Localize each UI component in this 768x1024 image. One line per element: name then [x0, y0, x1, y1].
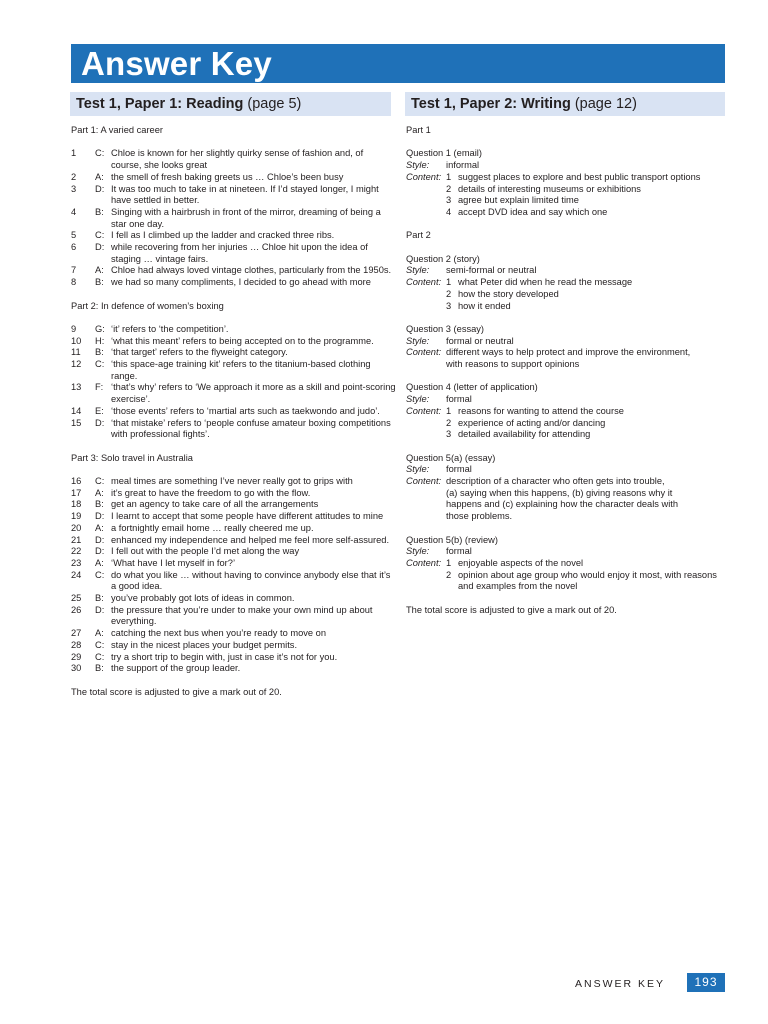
style-label: Style: [406, 335, 430, 346]
style-value: formal [446, 394, 472, 405]
content-label: Content: [406, 557, 442, 568]
content-point [406, 207, 726, 219]
question-title: Question 1 (email) [406, 148, 482, 159]
writing-answers-column [406, 125, 726, 616]
answer-letter: H: [95, 335, 105, 346]
content-label: Content: [406, 347, 442, 358]
content-label [406, 184, 446, 196]
question-block [406, 453, 726, 523]
style-row [406, 160, 726, 172]
answer-explanation: ‘those events’ refers to ‘martial arts such as taekwondo and judo’. [111, 405, 380, 416]
answer-letter: F: [95, 382, 104, 393]
total-score-note: The total score is adjusted to give a mark out of 20. [406, 604, 617, 615]
answer-letter: C: [95, 359, 105, 370]
section-header-writing [405, 92, 725, 116]
answer-explanation: enhanced my independence and helped me feel more self-assured. [111, 534, 390, 545]
answer-row [71, 546, 396, 558]
content-label: Content: [406, 476, 442, 486]
content-point-item [446, 418, 726, 430]
answer-letter: B: [95, 277, 104, 288]
content-label [406, 359, 446, 371]
content-line [406, 359, 726, 371]
answer-letter: B: [95, 663, 104, 674]
question-number: 24 [71, 569, 82, 580]
answer-explanation: Chloe had always loved vintage clothes, particularly from the 1950s. [111, 265, 392, 276]
section-header-reading [70, 92, 391, 116]
question-number: 7 [71, 265, 77, 276]
page-header [71, 44, 725, 83]
answer-letter: A: [95, 487, 104, 498]
style-label: Style: [406, 160, 430, 171]
content-label [406, 289, 446, 301]
answer-explanation: I fell as I climbed up the ladder and cracked three ribs. [111, 230, 335, 241]
content-point-item [446, 172, 726, 184]
style-row [406, 336, 726, 348]
content-text: different ways to help protect and improve the environment, [446, 347, 691, 358]
content-point-item [446, 301, 726, 313]
content-label [406, 570, 446, 593]
point-number: 2 [446, 417, 452, 428]
answer-letter: C: [95, 639, 105, 650]
part-title: Part 2: In defence of women’s boxing [71, 300, 224, 311]
part-title: Part 1: A varied career [71, 125, 163, 135]
question-number: 23 [71, 557, 82, 568]
content-point-item [446, 429, 726, 441]
answer-row [71, 558, 396, 570]
question-number: 27 [71, 628, 82, 639]
point-text: detailed availability for attending [458, 429, 591, 440]
answer-row [71, 488, 396, 500]
question-number: 22 [71, 546, 82, 557]
answer-letter: A: [95, 628, 104, 639]
answer-row [71, 242, 396, 265]
style-value: formal [446, 464, 472, 475]
point-number: 1 [446, 557, 452, 568]
content-label: Content: [406, 171, 442, 182]
answer-row [71, 406, 396, 418]
question-number: 4 [71, 206, 77, 217]
content-point-item [446, 195, 726, 207]
answer-row [71, 499, 396, 511]
question-number: 26 [71, 604, 82, 615]
answer-letter: B: [95, 206, 104, 217]
content-label [406, 488, 446, 500]
answer-explanation: ‘that mistake’ refers to ‘people confuse amateur boxing competitions with professional fights’. [111, 417, 391, 440]
style-value: formal [446, 546, 472, 557]
question-number: 9 [71, 323, 77, 334]
content-point [406, 195, 726, 207]
question-number: 5 [71, 230, 77, 241]
style-row [406, 546, 726, 558]
answer-explanation: while recovering from her injuries … Chloe hit upon the idea of staging … vintage fairs. [111, 242, 368, 264]
question-number: 17 [71, 487, 82, 498]
content-point-item [446, 207, 726, 219]
answer-explanation: ‘that target’ refers to the flyweight category. [111, 347, 288, 358]
style-value: semi-formal or neutral [446, 265, 537, 276]
question-block [406, 535, 726, 594]
style-label: Style: [406, 546, 430, 557]
answer-row [71, 535, 396, 547]
point-text: suggest places to explore and best public transport options [458, 171, 701, 182]
answer-letter: C: [95, 569, 105, 580]
question-number: 30 [71, 663, 82, 674]
answer-row [71, 523, 396, 535]
answer-row [71, 663, 396, 675]
point-number: 3 [446, 429, 452, 440]
answer-explanation: the smell of fresh baking greets us … Chloe’s been busy [111, 171, 344, 182]
style-label: Style: [406, 464, 430, 475]
answer-row [71, 418, 396, 441]
style-label: Style: [406, 265, 430, 276]
answer-letter: A: [95, 265, 104, 276]
question-number: 21 [71, 534, 82, 545]
question-block [406, 382, 726, 441]
style-row [406, 464, 726, 476]
content-label [406, 301, 446, 313]
question-number: 16 [71, 476, 82, 487]
reading-answers-column [71, 125, 396, 698]
content-point [406, 172, 726, 184]
answer-letter: A: [95, 557, 104, 568]
style-value: formal or neutral [446, 335, 514, 346]
point-number: 2 [446, 569, 452, 580]
point-number: 3 [446, 195, 452, 206]
answer-row [71, 640, 396, 652]
content-text: (a) saying when this happens, (b) giving reasons why it [446, 487, 673, 498]
answer-letter: C: [95, 651, 105, 662]
question-number: 28 [71, 639, 82, 650]
answer-letter: B: [95, 347, 104, 358]
question-title: Question 3 (essay) [406, 323, 485, 334]
answer-explanation: we had so many compliments, I decided to go ahead with more [111, 277, 371, 288]
answer-explanation: Chloe is known for her slightly quirky sense of fashion and, of course, she looks great [111, 148, 364, 171]
content-text: description of a character who often gets into trouble, [446, 476, 665, 486]
question-number: 1 [71, 148, 77, 159]
content-text: happens and (c) explaining how the character deals with [446, 499, 679, 510]
answer-letter: E: [95, 405, 104, 416]
answer-explanation: ‘this space-age training kit’ refers to the titanium-based clothing range. [111, 359, 371, 381]
content-point [406, 570, 726, 593]
answer-letter: D: [95, 604, 105, 615]
answer-explanation: try a short trip to begin with, just in case it’s not for you. [111, 651, 338, 662]
content-point [406, 289, 726, 301]
content-point [406, 301, 726, 313]
answer-row [71, 184, 396, 207]
point-text: what Peter did when he read the message [458, 277, 633, 288]
answer-letter: B: [95, 499, 104, 510]
question-number: 3 [71, 183, 77, 194]
style-label: Style: [406, 394, 430, 405]
answer-letter: D: [95, 417, 105, 428]
content-label [406, 499, 446, 511]
section-title: Test 1, Paper 2: Writing [411, 96, 571, 112]
question-block [406, 254, 726, 313]
answer-row [71, 359, 396, 382]
content-point [406, 406, 726, 418]
question-title: Question 4 (letter of application) [406, 382, 538, 393]
answer-explanation: the pressure that you’re under to make your own mind up about everything. [111, 604, 373, 627]
answer-letter: D: [95, 183, 105, 194]
point-number: 2 [446, 183, 452, 194]
point-text: how the story developed [458, 288, 559, 299]
answer-list [71, 148, 396, 288]
content-point-item [446, 406, 726, 418]
answer-letter: D: [95, 242, 105, 253]
answer-letter: D: [95, 534, 105, 545]
content-label [406, 418, 446, 430]
content-label [406, 195, 446, 207]
style-row [406, 265, 726, 277]
answer-explanation: stay in the nicest places your budget permits. [111, 639, 298, 650]
content-point-item [446, 277, 726, 289]
content-point-item [446, 289, 726, 301]
question-number: 8 [71, 277, 77, 288]
point-number: 1 [446, 405, 452, 416]
content-point [406, 277, 726, 289]
answer-explanation: it’s great to have the freedom to go with the flow. [111, 487, 311, 498]
answer-row [71, 382, 396, 405]
answer-row [71, 605, 396, 628]
content-point [406, 184, 726, 196]
content-point-item [446, 184, 726, 196]
point-number: 1 [446, 171, 452, 182]
content-label: Content: [406, 405, 442, 416]
answer-row [71, 476, 396, 488]
question-number: 25 [71, 593, 82, 604]
answer-explanation: ‘what this meant’ refers to being accepted on to the programme. [111, 335, 374, 346]
answer-explanation: It was too much to take in at nineteen. If I’d stayed longer, I might have settled in better. [111, 183, 379, 206]
point-text: reasons for wanting to attend the course [458, 405, 624, 416]
answer-explanation: ‘that’s why’ refers to ‘We approach it more as a skill and point-scoring exercise’. [111, 382, 396, 405]
content-line [406, 347, 726, 359]
answer-row [71, 265, 396, 277]
part-title: Part 3: Solo travel in Australia [71, 452, 193, 463]
point-text: opinion about age group who would enjoy it most, with reasons and examples from the novel [458, 569, 717, 592]
question-block [406, 324, 726, 371]
answer-explanation: the support of the group leader. [111, 663, 241, 674]
answer-explanation: meal times are something I’ve never really got to grips with [111, 476, 353, 487]
answer-row [71, 230, 396, 242]
content-point [406, 558, 726, 570]
question-number: 12 [71, 359, 82, 370]
page-number: 193 [687, 973, 725, 992]
answer-explanation: get an agency to take care of all the arrangements [111, 499, 319, 510]
question-number: 13 [71, 382, 82, 393]
answer-row [71, 324, 396, 336]
question-number: 2 [71, 171, 77, 182]
answer-explanation: I fell out with the people I’d met along the way [111, 546, 300, 557]
question-number: 14 [71, 405, 82, 416]
content-text: those problems. [446, 511, 513, 522]
answer-letter: A: [95, 522, 104, 533]
answer-letter: D: [95, 511, 105, 522]
question-number: 29 [71, 651, 82, 662]
question-block [406, 148, 726, 218]
answer-explanation: ‘it’ refers to ‘the competition’. [111, 323, 229, 334]
question-number: 20 [71, 522, 82, 533]
content-point-item [446, 558, 726, 570]
answer-explanation: ‘What have I let myself in for?’ [111, 557, 236, 568]
question-number: 19 [71, 511, 82, 522]
question-number: 11 [71, 347, 81, 358]
content-point [406, 418, 726, 430]
answer-explanation: I learnt to accept that some people have different attitudes to mine [111, 511, 384, 522]
answer-letter: D: [95, 546, 105, 557]
answer-row [71, 172, 396, 184]
answer-row [71, 148, 396, 171]
footer-label: ANSWER KEY [575, 978, 666, 990]
content-line [406, 476, 726, 488]
content-line [406, 511, 726, 523]
content-text: with reasons to support opinions [446, 359, 580, 369]
answer-letter: A: [95, 171, 104, 182]
answer-row [71, 336, 396, 348]
answer-row [71, 207, 396, 230]
section-page-ref: (page 12) [570, 96, 637, 112]
question-number: 10 [71, 335, 82, 346]
section-title: Test 1, Paper 1: Reading [76, 96, 244, 112]
answer-letter: C: [95, 476, 105, 487]
content-label [406, 511, 446, 523]
point-text: how it ended [458, 300, 511, 311]
content-line [406, 488, 726, 500]
answer-row [71, 511, 396, 523]
question-number: 18 [71, 499, 82, 510]
point-text: agree but explain limited time [458, 195, 579, 206]
question-number: 15 [71, 417, 82, 428]
question-title: Question 5(b) (review) [406, 534, 498, 545]
total-score-note: The total score is adjusted to give a mark out of 20. [71, 686, 282, 697]
point-text: details of interesting museums or exhibitions [458, 183, 641, 194]
content-label: Content: [406, 277, 442, 288]
point-text: accept DVD idea and say which one [458, 206, 608, 217]
answer-row [71, 347, 396, 359]
point-text: experience of acting and/or dancing [458, 417, 606, 428]
question-title: Question 5(a) (essay) [406, 452, 496, 463]
answer-explanation: Singing with a hairbrush in front of the mirror, dreaming of being a star one day. [111, 206, 381, 229]
answer-letter: G: [95, 323, 105, 334]
answer-explanation: catching the next bus when you’re ready to move on [111, 628, 326, 639]
content-label [406, 207, 446, 219]
style-value: informal [446, 160, 480, 171]
question-number: 6 [71, 242, 77, 253]
content-point-item [446, 570, 726, 593]
answer-list [71, 476, 396, 675]
part-label: Part 1 [406, 125, 431, 135]
point-number: 2 [446, 288, 452, 299]
section-page-ref: (page 5) [243, 96, 302, 112]
answer-row [71, 593, 396, 605]
point-number: 3 [446, 300, 452, 311]
point-number: 1 [446, 277, 452, 288]
page-title: Answer Key [81, 45, 272, 82]
answer-explanation: do what you like … without having to convince anybody else that it’s a good idea. [111, 569, 391, 592]
answer-letter: C: [95, 148, 105, 159]
part-label: Part 2 [406, 230, 431, 241]
answer-explanation: a fortnightly email home … really cheered me up. [111, 522, 314, 533]
answer-row [71, 652, 396, 664]
style-row [406, 394, 726, 406]
answer-list [71, 324, 396, 441]
content-point [406, 429, 726, 441]
content-line [406, 499, 726, 511]
point-number: 4 [446, 206, 452, 217]
answer-letter: B: [95, 593, 104, 604]
point-text: enjoyable aspects of the novel [458, 557, 584, 568]
answer-letter: C: [95, 230, 105, 241]
answer-row [71, 570, 396, 593]
question-title: Question 2 (story) [406, 253, 480, 264]
answer-row [71, 277, 396, 289]
answer-row [71, 628, 396, 640]
answer-explanation: you’ve probably got lots of ideas in common. [111, 593, 295, 604]
content-label [406, 429, 446, 441]
